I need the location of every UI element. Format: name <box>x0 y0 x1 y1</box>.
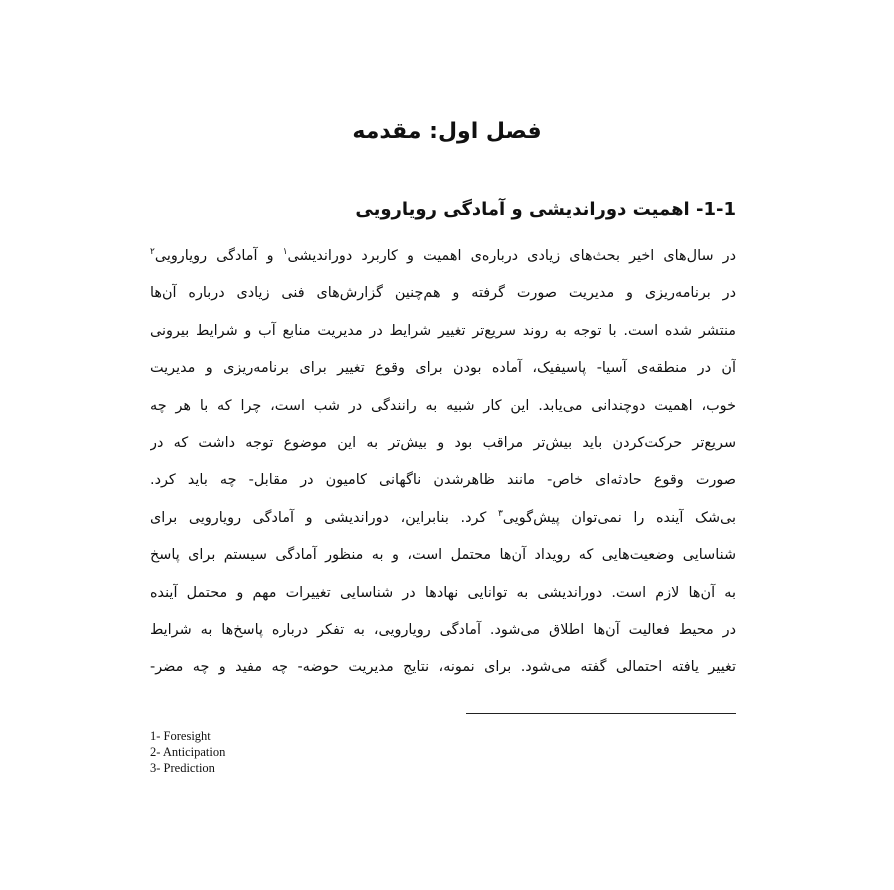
footnotes <box>150 728 450 776</box>
body-line: در محیط فعالیت آن‌ها اطلاق می‌شود. آمادگی رویارویی، به تفکر درباره پاسخ‌ها به شرایط <box>150 622 736 639</box>
chapter-title: فصل اول: مقدمه <box>352 119 542 144</box>
body-line: در سال‌های اخیر بحث‌های زیادی درباره‌ی اهمیت و کاربرد دوراندیشی$^۱$ و آمادگی رویارویی$^۲$ <box>150 247 736 264</box>
footnote-ref-1: ۱ <box>282 247 288 258</box>
body-line: آن در منطقه‌ی آسیا- پاسیفیک، آماده بودن برای وقوع تغییر برای برنامه‌ریزی و مدیریت <box>150 360 736 377</box>
body-paragraph <box>150 238 736 687</box>
body-line: منتشر شده است. با توجه به روند سریع‌تر تغییر شرایط در مدیریت منابع آب و شرایط بیرونی <box>150 322 736 339</box>
footnote-2: 2- Anticipation <box>150 745 226 759</box>
body-line: صورت وقوع حادثه‌ای خاص- مانند ظاهرشدن ناگهانی کامیون در مقابل- چه باید کرد. <box>150 472 736 489</box>
footnote-1: 1- Foresight <box>150 729 211 743</box>
body-line: شناسایی وضعیت‌هایی که رویداد آن‌ها محتمل است، و به منظور آمادگی سیستم برای پاسخ <box>150 547 736 564</box>
body-line: بی‌شک آینده را نمی‌توان پیش‌گویی$^۳$ کرد. بنابراین، دوراندیشی و آمادگی رویارویی برای <box>150 509 736 526</box>
footnote-ref-2: ۲ <box>150 247 155 258</box>
body-line: تغییر یافته احتمالی گفته می‌شود. برای نمونه، نتایج مدیریت حوضه- چه مفید و چه مضر- <box>150 659 736 676</box>
footnote-ref-3: ۳ <box>497 509 503 520</box>
footnote-divider <box>466 713 736 714</box>
footnote-3: 3- Prediction <box>150 761 215 775</box>
body-line: خوب، اهمیت دوچندانی می‌یابد. این کار شبیه به رانندگی در شب است، چرا که با هر چه <box>150 397 736 414</box>
body-line: به آن‌ها لازم است. دوراندیشی به توانایی نهادها در شناسایی تغییرات مهم و محتمل آینده <box>150 584 736 601</box>
body-line: سریع‌تر حرکت‌کردن باید بیش‌تر مراقب بود و بیش‌تر به این موضوع توجه داشت که در <box>150 435 736 452</box>
section-title: 1-1- اهمیت دوراندیشی و آمادگی رویارویی <box>355 199 736 220</box>
body-line: در برنامه‌ریزی و مدیریت صورت گرفته و هم‌چنین گزارش‌های فنی زیادی درباره آن‌ها <box>150 285 736 302</box>
